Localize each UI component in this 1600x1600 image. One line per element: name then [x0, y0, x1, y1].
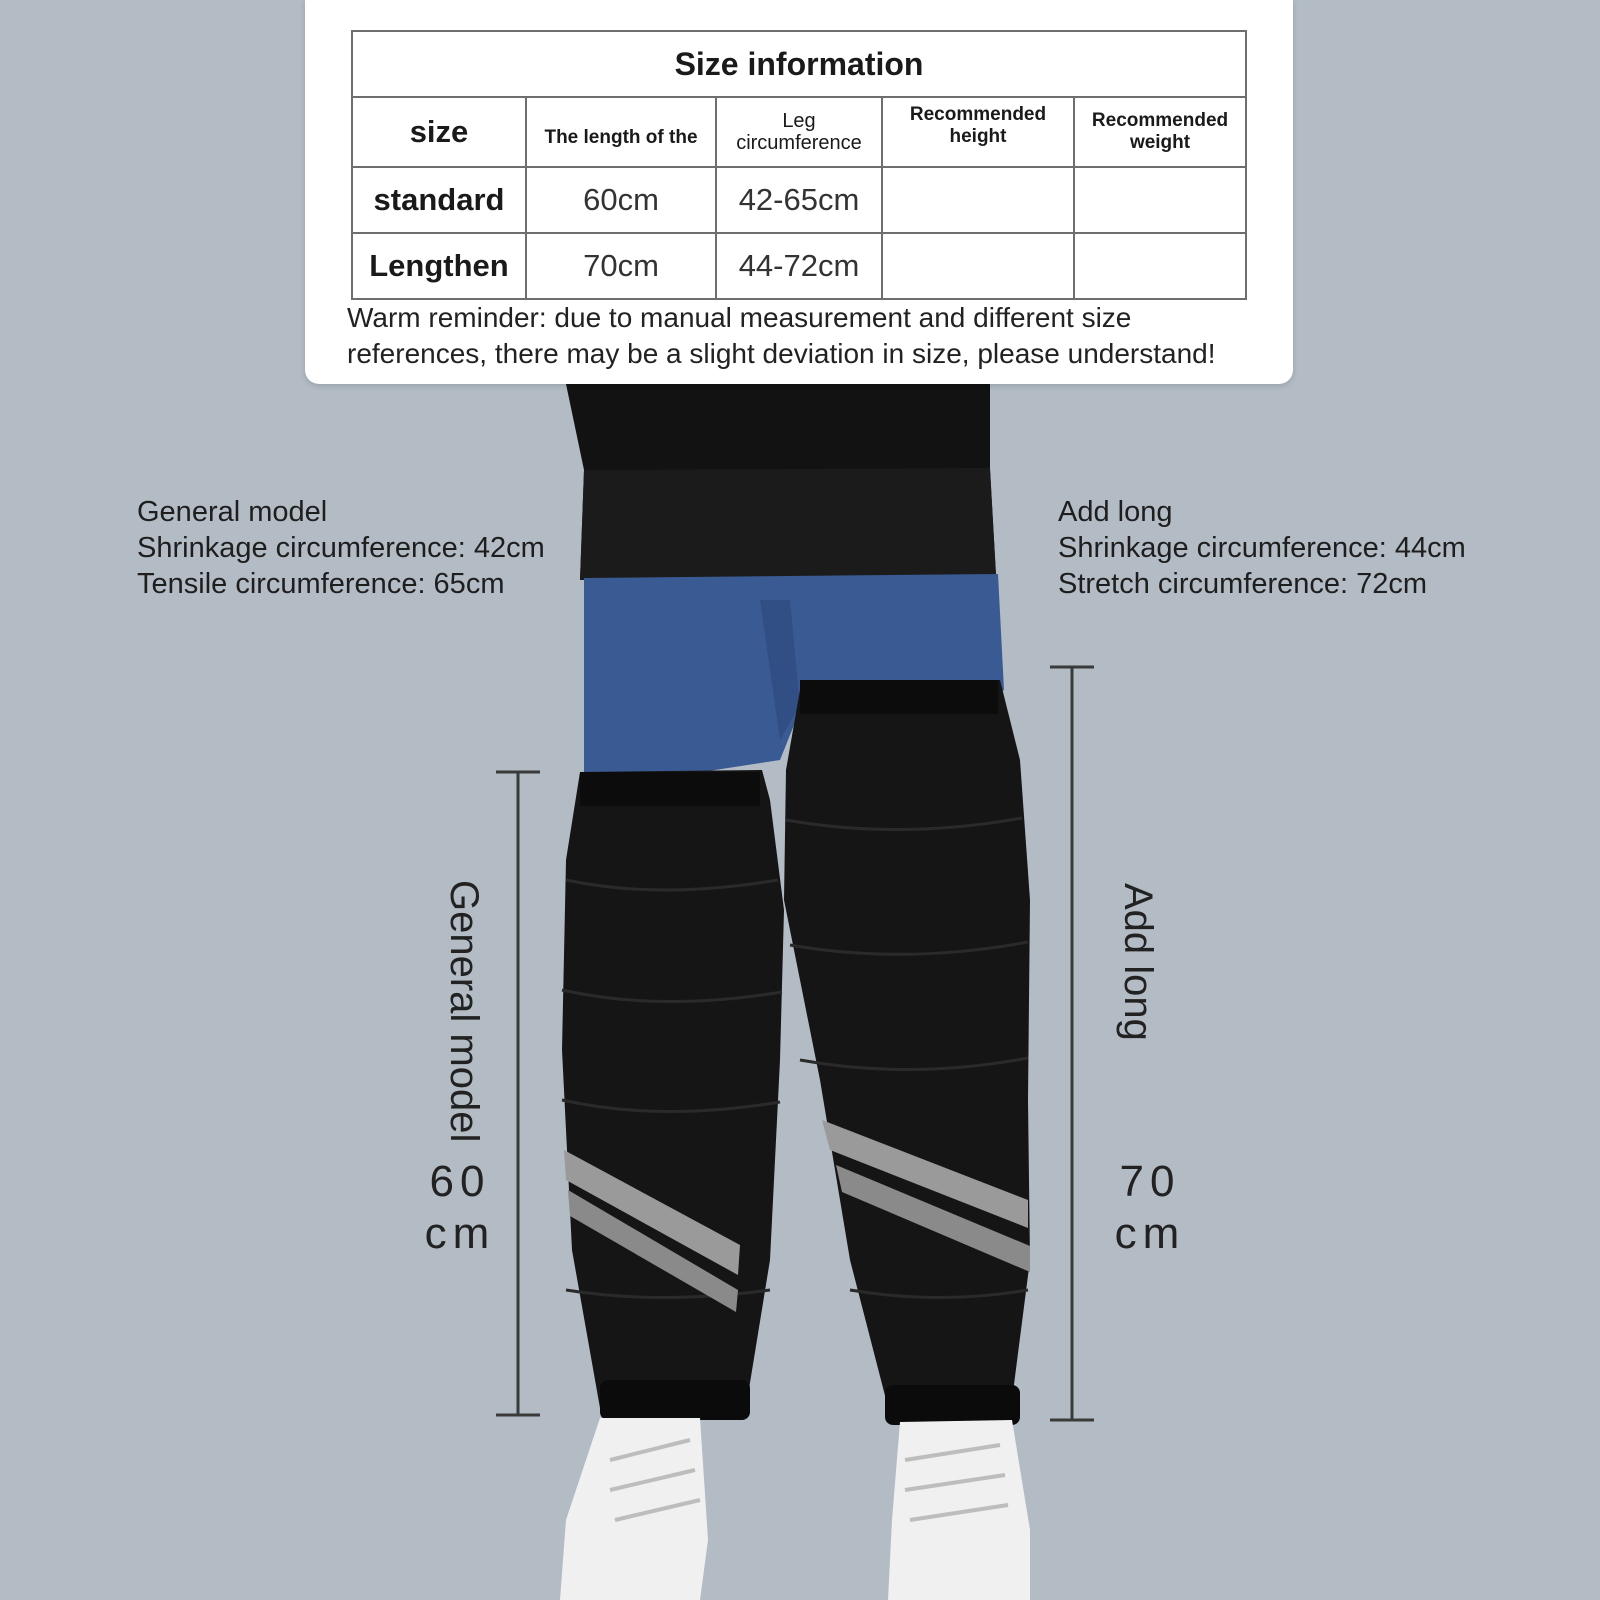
- row-length: 70cm: [526, 233, 716, 299]
- measure-line-add-long: [1050, 667, 1094, 1420]
- general-model-specs: [137, 494, 545, 602]
- row-size: Lengthen: [352, 233, 526, 299]
- left-sneaker: [560, 1418, 708, 1600]
- header-size: size: [352, 97, 526, 167]
- add-long-shrinkage: Shrinkage circumference: 44cm: [1058, 532, 1466, 564]
- general-model-length: 60 cm: [424, 1157, 496, 1258]
- size-info-card: [305, 0, 1293, 384]
- warm-reminder: Warm reminder: due to manual measurement and different size references, there may be a slight deviation in size, please understand!: [347, 302, 1216, 369]
- table-row: [352, 233, 1246, 299]
- row-weight: [1074, 233, 1246, 299]
- table-title: Size information: [352, 31, 1246, 97]
- measure-line-general: [496, 772, 540, 1415]
- header-leg-circumference: Leg circumference: [716, 97, 882, 167]
- header-length: The length of the: [526, 97, 716, 167]
- header-recommended-weight: Recommended weight: [1074, 97, 1246, 167]
- general-model-title: General model: [137, 496, 328, 528]
- row-length: 60cm: [526, 167, 716, 233]
- right-leg-warmer: [784, 680, 1030, 1425]
- add-long-specs: [1058, 494, 1466, 602]
- row-height: [882, 233, 1074, 299]
- table-header-row: [352, 97, 1246, 167]
- header-recommended-height: Recommended height: [882, 97, 1074, 167]
- add-long-title: Add long: [1058, 496, 1173, 528]
- row-circumference: 44-72cm: [716, 233, 882, 299]
- general-model-shrinkage: Shrinkage circumference: 42cm: [137, 532, 545, 564]
- table-row: [352, 167, 1246, 233]
- row-height: [882, 167, 1074, 233]
- sweater-ribbing: [580, 468, 996, 580]
- row-circumference: 42-65cm: [716, 167, 882, 233]
- general-model-tensile: Tensile circumference: 65cm: [137, 568, 505, 600]
- row-weight: [1074, 167, 1246, 233]
- general-model-vertical-label: General model: [442, 880, 486, 1143]
- right-sneaker: [888, 1420, 1030, 1600]
- add-long-stretch: Stretch circumference: 72cm: [1058, 568, 1428, 600]
- add-long-length: 70 cm: [1114, 1157, 1186, 1258]
- size-table: [351, 30, 1247, 300]
- left-leg-warmer: [562, 770, 784, 1420]
- add-long-vertical-label: Add long: [1116, 883, 1160, 1041]
- row-size: standard: [352, 167, 526, 233]
